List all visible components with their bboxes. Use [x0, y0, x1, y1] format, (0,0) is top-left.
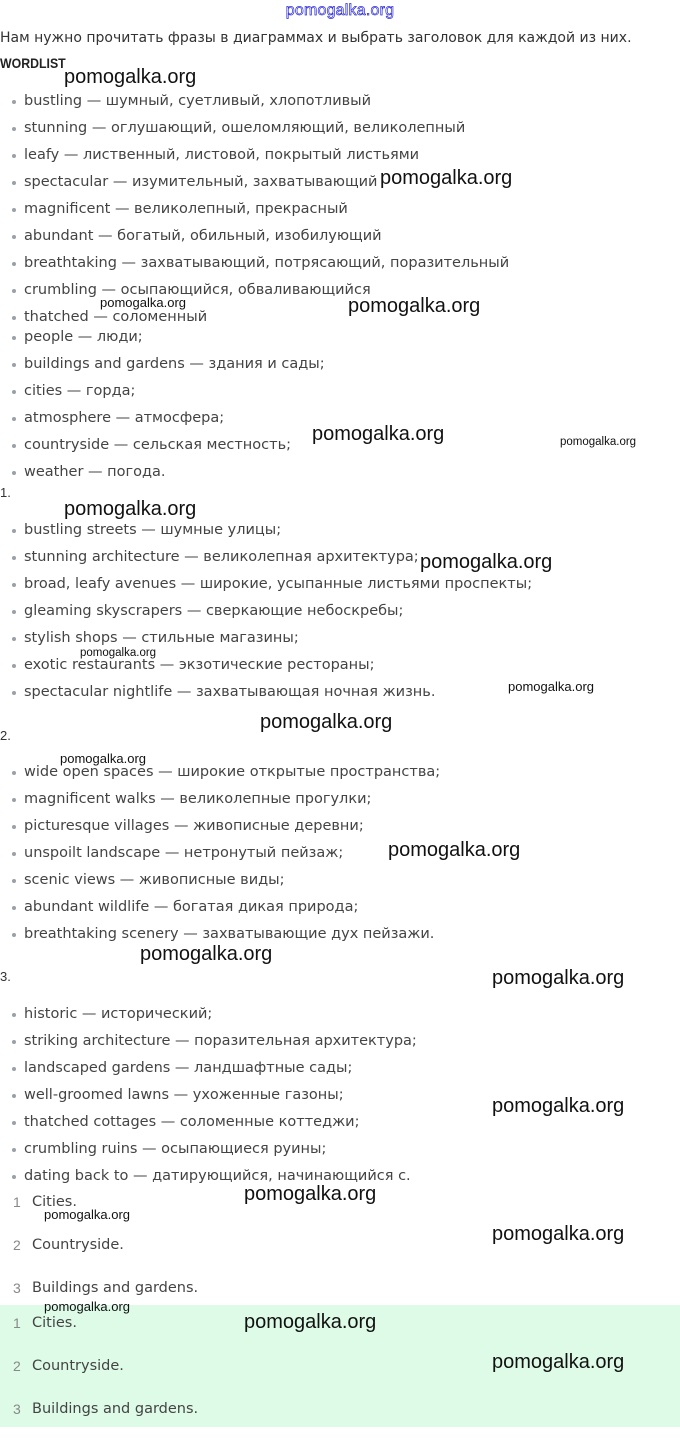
watermark: pomogalka.org — [492, 967, 625, 989]
wordlist-item: buildings and gardens — здания и сады; — [0, 353, 509, 380]
watermark: pomogalka.org — [100, 295, 186, 310]
wordlist-item: atmosphere — атмосфера; — [0, 407, 509, 434]
phrase-item: spectacular nightlife — захватывающая ночная жизнь. — [0, 681, 532, 708]
answer-number: 1 — [13, 1194, 21, 1210]
phrase-item: thatched cottages — соломенные коттеджи; — [0, 1111, 417, 1138]
answer-text: Countryside. — [32, 1358, 124, 1374]
watermark: pomogalka.org — [64, 498, 197, 520]
section-1-list — [0, 519, 532, 708]
wordlist-item: bustling — шумный, суетливый, хлопотливый — [0, 90, 509, 117]
phrase-item: broad, leafy avenues — широкие, усыпанные листьями проспекты; — [0, 573, 532, 600]
watermark: pomogalka.org — [388, 839, 521, 861]
watermark: pomogalka.org — [420, 551, 553, 573]
phrase-item: landscaped gardens — ландшафтные сады; — [0, 1057, 417, 1084]
wordlist-item: leafy — лиственный, листовой, покрытый листьями — [0, 144, 509, 171]
correct-answer-row — [0, 1401, 680, 1444]
phrase-item: gleaming skyscrapers — сверкающие небоскребы; — [0, 600, 532, 627]
phrase-item: wide open spaces — широкие открытые пространства; — [0, 761, 440, 788]
wordlist-item: stunning — оглушающий, ошеломляющий, великолепный — [0, 117, 509, 144]
watermark: pomogalka.org — [560, 436, 637, 448]
wordlist-item: magnificent — великолепный, прекрасный — [0, 198, 509, 225]
wordlist-item: cities — горда; — [0, 380, 509, 407]
section-3-list — [0, 1003, 417, 1192]
watermark: pomogalka.org — [492, 1351, 625, 1373]
answer-number: 2 — [13, 1358, 21, 1374]
wordlist-item: spectacular — изумительный, захватывающий — [0, 171, 509, 198]
answer-text: Buildings and gardens. — [32, 1401, 199, 1417]
wordlist-item: abundant — богатый, обильный, изобилующий — [0, 225, 509, 252]
watermark: pomogalka.org — [244, 1183, 377, 1205]
phrase-item: unspoilt landscape — нетронутый пейзаж; — [0, 842, 440, 869]
wordlist-item: countryside — сельская местность; — [0, 434, 509, 461]
answer-text: Cities. — [32, 1315, 77, 1331]
wordlist-item: weather — погода. — [0, 461, 509, 488]
watermark: pomogalka.org — [260, 711, 393, 733]
watermark: pomogalka.org — [244, 1311, 377, 1333]
watermark: pomogalka.org — [492, 1095, 625, 1117]
watermark: pomogalka.org — [380, 167, 513, 189]
phrase-item: stunning architecture — великолепная архитектура; — [0, 546, 532, 573]
phrase-item: magnificent walks — великолепные прогулки; — [0, 788, 440, 815]
site-header[interactable]: pomogalka.org — [285, 2, 395, 19]
section-number: 3. — [0, 969, 11, 984]
answer-text: Cities. — [32, 1194, 77, 1210]
phrase-item: well-groomed lawns — ухоженные газоны; — [0, 1084, 417, 1111]
watermark: pomogalka.org — [64, 66, 197, 88]
watermark: pomogalka.org — [60, 751, 146, 766]
phrase-item: bustling streets — шумные улицы; — [0, 519, 532, 546]
intro-text: Нам нужно прочитать фразы в диаграммах и выбрать заголовок для каждой из них. — [0, 30, 632, 46]
watermark: pomogalka.org — [508, 679, 594, 694]
phrase-item: scenic views — живописные виды; — [0, 869, 440, 896]
wordlist-item: people — люди; — [0, 326, 509, 353]
phrase-item: dating back to — датирующийся, начинающийся с. — [0, 1165, 417, 1192]
wordlist-item: crumbling — осыпающийся, обваливающийся — [0, 279, 509, 306]
phrase-item: historic — исторический; — [0, 1003, 417, 1030]
watermark: pomogalka.org — [348, 295, 481, 317]
phrase-item: breathtaking scenery — захватывающие дух пейзажи. — [0, 923, 440, 950]
phrase-item: striking architecture — поразительная архитектура; — [0, 1030, 417, 1057]
phrase-item: abundant wildlife — богатая дикая природа; — [0, 896, 440, 923]
watermark: pomogalka.org — [44, 1299, 130, 1314]
section-2-list — [0, 761, 440, 950]
section-number: 1. — [0, 485, 11, 500]
answer-number: 3 — [13, 1401, 21, 1417]
answer-text: Buildings and gardens. — [32, 1280, 199, 1296]
watermark: pomogalka.org — [312, 423, 445, 445]
answer-number: 3 — [13, 1280, 21, 1296]
watermark: pomogalka.org — [44, 1207, 130, 1222]
answer-number: 1 — [13, 1315, 21, 1331]
phrase-item: picturesque villages — живописные деревни; — [0, 815, 440, 842]
wordlist-heading: WORDLIST — [0, 55, 66, 71]
answer-text: Countryside. — [32, 1237, 124, 1253]
watermark: pomogalka.org — [80, 647, 157, 659]
phrase-item: crumbling ruins — осыпающиеся руины; — [0, 1138, 417, 1165]
watermark: pomogalka.org — [492, 1223, 625, 1245]
answer-number: 2 — [13, 1237, 21, 1253]
phrase-item: exotic restaurants — экзотические рестораны; — [0, 654, 532, 681]
wordlist-item: breathtaking — захватывающий, потрясающий, поразительный — [0, 252, 509, 279]
section-number: 2. — [0, 728, 11, 743]
watermark: pomogalka.org — [140, 943, 273, 965]
phrase-item: stylish shops — стильные магазины; — [0, 627, 532, 654]
wordlist-item: thatched — соломенный — [0, 306, 509, 326]
